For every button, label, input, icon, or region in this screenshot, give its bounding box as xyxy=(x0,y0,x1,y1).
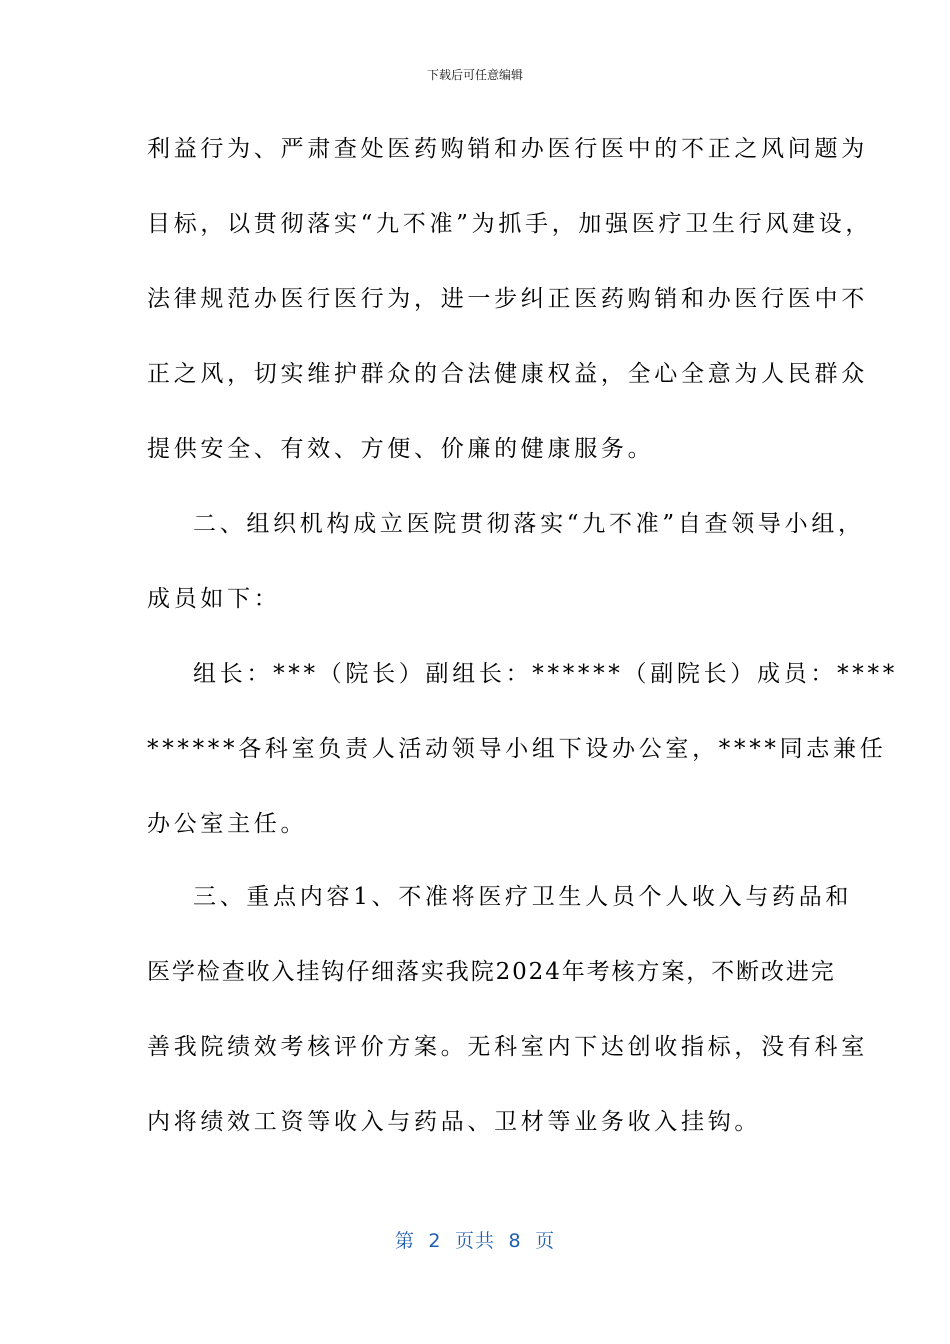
section-heading: 三、重点内容1、不准将医疗卫生人员个人收入与药品和 xyxy=(193,884,853,910)
body-line: 成员如下： xyxy=(147,586,281,612)
body-line: 办公室主任。 xyxy=(147,811,308,837)
body-line: 医学检查收入挂钩仔细落实我院2024年考核方案，不断改进完 xyxy=(147,959,836,985)
page-footer xyxy=(0,1226,950,1253)
header-note: 下载后可任意编辑 xyxy=(426,68,523,82)
body-line: 目标，以贯彻落实“九不准”为抓手，加强医疗卫生行风建设， xyxy=(147,211,873,237)
body-line: 内将绩效工资等收入与药品、卫材等业务收入挂钩。 xyxy=(147,1109,762,1135)
page-prefix: 第 xyxy=(394,1230,415,1252)
page-suffix: 页 xyxy=(535,1230,556,1252)
body-line: 正之风，切实维护群众的合法健康权益，全心全意为人民群众 xyxy=(147,361,868,387)
body-line: 提供安全、有效、方便、价廉的健康服务。 xyxy=(147,436,655,462)
body-line: 法律规范办医行医行为，进一步纠正医药购销和办医行医中不 xyxy=(147,286,868,312)
current-page-number: 2 xyxy=(428,1230,442,1252)
page-mid: 页共 xyxy=(454,1230,495,1252)
body-line: 善我院绩效考核评价方案。无科室内下达创收指标，没有科室 xyxy=(147,1034,868,1060)
body-line: 利益行为、严肃查处医药购销和办医行医中的不正之风问题为 xyxy=(147,136,868,162)
total-pages-number: 8 xyxy=(508,1230,522,1252)
body-line: 组长：***（院长）副组长：******（副院长）成员：**** xyxy=(193,661,898,687)
section-heading: 二、组织机构成立医院贯彻落实“九不准”自查领导小组， xyxy=(193,511,865,537)
body-line: ******各科室负责人活动领导小组下设办公室，****同志兼任 xyxy=(147,736,887,762)
